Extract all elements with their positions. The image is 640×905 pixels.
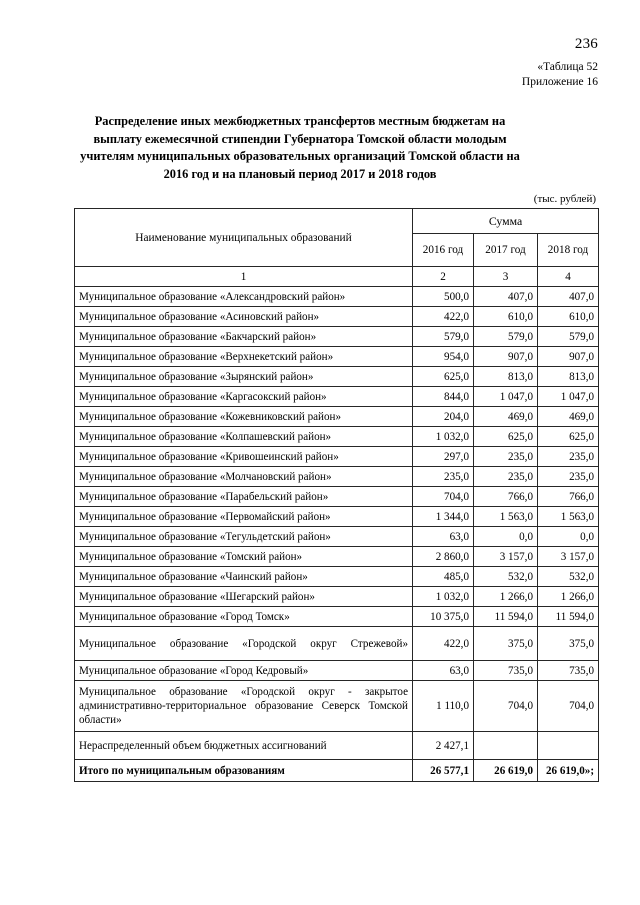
column-number-2: 2 <box>413 267 474 287</box>
row-value-2016: 204,0 <box>413 407 474 427</box>
row-value-2016: 1 032,0 <box>413 587 474 607</box>
total-value-2017: 26 619,0 <box>474 760 538 782</box>
total-value-2016: 26 577,1 <box>413 760 474 782</box>
row-value-2018: 735,0 <box>538 661 599 681</box>
row-value-2018: 532,0 <box>538 567 599 587</box>
units-note: (тыс. рублей) <box>533 193 596 205</box>
row-value-2017: 1 266,0 <box>474 587 538 607</box>
row-value-2017: 11 594,0 <box>474 607 538 627</box>
table-row <box>75 307 599 327</box>
column-number-1: 1 <box>75 267 413 287</box>
row-value-2018: 235,0 <box>538 447 599 467</box>
row-municipality-name: Муниципальное образование «Зырянский район» <box>75 367 413 387</box>
table-row <box>75 507 599 527</box>
table-row <box>75 567 599 587</box>
reference-block <box>522 60 598 90</box>
header-row-numbering <box>75 267 599 287</box>
row-value-2017: 625,0 <box>474 427 538 447</box>
table-row <box>75 467 599 487</box>
table-row <box>75 487 599 507</box>
row-value-2018: 407,0 <box>538 287 599 307</box>
row-value-2018 <box>538 732 599 760</box>
row-value-2017: 407,0 <box>474 287 538 307</box>
row-value-2016: 1 344,0 <box>413 507 474 527</box>
row-value-2018: 610,0 <box>538 307 599 327</box>
total-label: Итого по муниципальным образованиям <box>75 760 413 782</box>
row-value-2017: 579,0 <box>474 327 538 347</box>
row-municipality-name: Муниципальное образование «Александровский район» <box>75 287 413 307</box>
row-value-2017: 375,0 <box>474 627 538 661</box>
row-value-2018: 375,0 <box>538 627 599 661</box>
row-value-2017: 469,0 <box>474 407 538 427</box>
column-number-4: 4 <box>538 267 599 287</box>
row-municipality-name: Муниципальное образование «Томский район» <box>75 547 413 567</box>
row-municipality-name: Муниципальное образование «Верхнекетский район» <box>75 347 413 367</box>
table-row <box>75 547 599 567</box>
table-row <box>75 347 599 367</box>
row-value-2017: 766,0 <box>474 487 538 507</box>
row-municipality-name: Нераспределенный объем бюджетных ассигнований <box>75 732 413 760</box>
table-row <box>75 427 599 447</box>
header-name-column: Наименование муниципальных образований <box>75 209 413 267</box>
row-municipality-name: Муниципальное образование «Городской округ - закрытое административно-территориальное образование Северск Томской области» <box>75 681 413 732</box>
table-header <box>75 209 599 287</box>
appendix-reference: Приложение 16 <box>521 76 598 88</box>
row-value-2016: 2 427,1 <box>413 732 474 760</box>
table-row <box>75 447 599 467</box>
table-row <box>75 367 599 387</box>
row-value-2016: 954,0 <box>413 347 474 367</box>
table-row <box>75 527 599 547</box>
row-value-2016: 235,0 <box>413 467 474 487</box>
row-municipality-name: Муниципальное образование «Парабельский район» <box>75 487 413 507</box>
table-total-row <box>75 760 599 782</box>
row-municipality-name: Муниципальное образование «Каргасокский район» <box>75 387 413 407</box>
header-year-2016: 2016 год <box>413 234 474 267</box>
row-value-2016: 63,0 <box>413 527 474 547</box>
row-municipality-name: Муниципальное образование «Город Томск» <box>75 607 413 627</box>
row-value-2018: 469,0 <box>538 407 599 427</box>
row-value-2017: 1 047,0 <box>474 387 538 407</box>
row-value-2016: 1 110,0 <box>413 681 474 732</box>
row-value-2017: 3 157,0 <box>474 547 538 567</box>
header-year-2017: 2017 год <box>474 234 538 267</box>
row-value-2016: 485,0 <box>413 567 474 587</box>
row-value-2017: 1 563,0 <box>474 507 538 527</box>
row-municipality-name: Муниципальное образование «Шегарский район» <box>75 587 413 607</box>
table-row <box>75 387 599 407</box>
row-value-2016: 704,0 <box>413 487 474 507</box>
row-value-2018: 1 563,0 <box>538 507 599 527</box>
table-reference: «Таблица 52 <box>537 61 598 73</box>
row-value-2016: 500,0 <box>413 287 474 307</box>
row-value-2017: 532,0 <box>474 567 538 587</box>
row-municipality-name: Муниципальное образование «Бакчарский район» <box>75 327 413 347</box>
total-value-2018: 26 619,0»; <box>538 760 599 782</box>
page-number: 236 <box>574 36 598 52</box>
table-row <box>75 587 599 607</box>
row-value-2016: 297,0 <box>413 447 474 467</box>
row-value-2017: 704,0 <box>474 681 538 732</box>
row-municipality-name: Муниципальное образование «Асиновский район» <box>75 307 413 327</box>
row-municipality-name: Муниципальное образование «Колпашевский район» <box>75 427 413 447</box>
column-number-3: 3 <box>474 267 538 287</box>
allocation-table-container <box>74 208 598 782</box>
table-row <box>75 327 599 347</box>
row-value-2017: 235,0 <box>474 447 538 467</box>
row-value-2016: 422,0 <box>413 627 474 661</box>
row-value-2016: 1 032,0 <box>413 427 474 447</box>
row-municipality-name: Муниципальное образование «Молчановский район» <box>75 467 413 487</box>
row-municipality-name: Муниципальное образование «Городской округ Стрежевой» <box>75 627 413 661</box>
table-row <box>75 732 599 760</box>
row-value-2018: 766,0 <box>538 487 599 507</box>
row-municipality-name: Муниципальное образование «Тегульдетский район» <box>75 527 413 547</box>
row-value-2016: 10 375,0 <box>413 607 474 627</box>
row-value-2018: 11 594,0 <box>538 607 599 627</box>
row-value-2018: 813,0 <box>538 367 599 387</box>
row-value-2017: 0,0 <box>474 527 538 547</box>
row-value-2017 <box>474 732 538 760</box>
row-value-2018: 907,0 <box>538 347 599 367</box>
row-value-2017: 813,0 <box>474 367 538 387</box>
row-municipality-name: Муниципальное образование «Кривошеинский район» <box>75 447 413 467</box>
row-value-2018: 235,0 <box>538 467 599 487</box>
row-value-2016: 844,0 <box>413 387 474 407</box>
row-value-2017: 735,0 <box>474 661 538 681</box>
row-municipality-name: Муниципальное образование «Город Кедровый» <box>75 661 413 681</box>
table-row <box>75 287 599 307</box>
row-value-2018: 625,0 <box>538 427 599 447</box>
row-value-2016: 63,0 <box>413 661 474 681</box>
row-municipality-name: Муниципальное образование «Первомайский район» <box>75 507 413 527</box>
row-value-2017: 610,0 <box>474 307 538 327</box>
allocation-table <box>74 208 599 782</box>
row-value-2018: 0,0 <box>538 527 599 547</box>
row-value-2018: 1 047,0 <box>538 387 599 407</box>
row-value-2017: 235,0 <box>474 467 538 487</box>
table-row <box>75 407 599 427</box>
row-value-2016: 422,0 <box>413 307 474 327</box>
table-row <box>75 607 599 627</box>
table-row <box>75 661 599 681</box>
document-title: Распределение иных межбюджетных трансфертов местным бюджетам на выплату ежемесячной стипендии Губернатора Томской области молодым учителям муниципальных образовательных организаций Томской области на 2016 год и на плановый период 2017 и 2018 годов <box>80 114 520 181</box>
row-municipality-name: Муниципальное образование «Чаинский район» <box>75 567 413 587</box>
row-municipality-name: Муниципальное образование «Кожевниковский район» <box>75 407 413 427</box>
row-value-2018: 579,0 <box>538 327 599 347</box>
row-value-2018: 704,0 <box>538 681 599 732</box>
row-value-2016: 625,0 <box>413 367 474 387</box>
row-value-2016: 579,0 <box>413 327 474 347</box>
table-row <box>75 627 599 661</box>
row-value-2017: 907,0 <box>474 347 538 367</box>
header-row-top <box>75 209 599 234</box>
table-body <box>75 287 599 782</box>
row-value-2016: 2 860,0 <box>413 547 474 567</box>
row-value-2018: 3 157,0 <box>538 547 599 567</box>
row-value-2018: 1 266,0 <box>538 587 599 607</box>
table-row <box>75 681 599 732</box>
header-group-summa: Сумма <box>413 209 599 234</box>
header-year-2018: 2018 год <box>538 234 599 267</box>
